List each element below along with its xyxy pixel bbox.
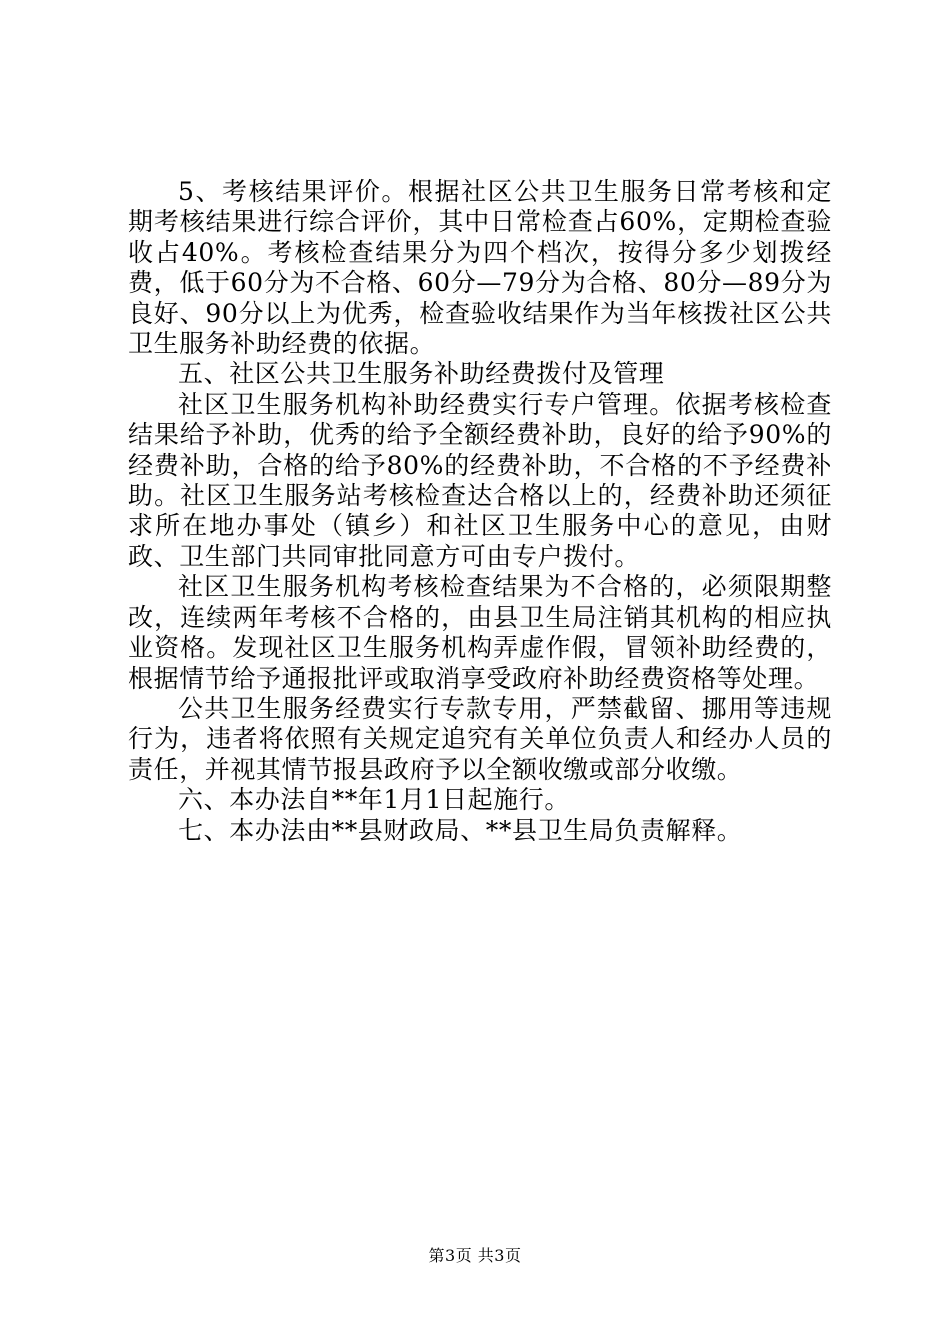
document-body: [128, 177, 832, 846]
paragraph-special-account: 社区卫生服务机构补助经费实行专户管理。依据考核检查结果给予补助，优秀的给予全额经费补助，良好的给予90%的经费补助，合格的给予80%的经费补助，不合格的不予经费补助。社区卫生服务站考核检查达合格以上的，经费补助还须征求所在地办事处（镇乡）和社区卫生服务中心的意见，由财政、卫生部门共同审批同意方可由专户拨付。: [128, 389, 832, 571]
section-heading-funding: 五、社区公共卫生服务补助经费拨付及管理: [178, 359, 665, 389]
page-number-footer: 第3页 共3页: [428, 1246, 522, 1265]
paragraph-rectification: 社区卫生服务机构考核检查结果为不合格的，必须限期整改，连续两年考核不合格的，由县卫生局注销其机构的相应执业资格。发现社区卫生服务机构弄虚作假，冒领补助经费的，根据情节给予通报批评或取消享受政府补助经费资格等处理。: [128, 572, 832, 693]
paragraph-earmarked-funds: 公共卫生服务经费实行专款专用，严禁截留、挪用等违规行为，违者将依照有关规定追究有关单位负责人和经办人员的责任，并视其情节报县政府予以全额收缴或部分收缴。: [128, 693, 832, 784]
section-heading-effective-date: 六、本办法自**年1月1日起施行。: [178, 785, 571, 815]
section-heading-interpretation: 七、本办法由**县财政局、**县卫生局负责解释。: [178, 815, 743, 845]
paragraph-assessment-evaluation: 5、考核结果评价。根据社区公共卫生服务日常考核和定期考核结果进行综合评价，其中日常检查占60%，定期检查验收占40%。考核检查结果分为四个档次，按得分多少划拨经费，低于60分为不合格、60分—79分为合格、80分—89分为良好、90分以上为优秀，检查验收结果作为当年核拨社区公共卫生服务补助经费的依据。: [128, 177, 832, 359]
